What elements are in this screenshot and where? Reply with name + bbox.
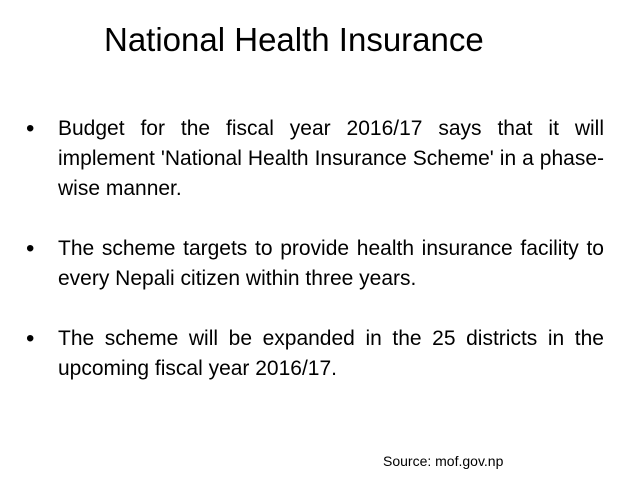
bullet-item — [26, 234, 604, 294]
bullet-item — [26, 324, 604, 384]
bullet-dot-icon: • — [26, 325, 35, 352]
bullet-text: The scheme targets to provide health insurance facility to every Nepali citizen within three years. — [58, 237, 604, 290]
bullet-list — [26, 114, 604, 414]
bullet-text: Budget for the fiscal year 2016/17 says that it will implement 'National Health Insurance Scheme' in a phase-wise manner. — [58, 117, 604, 200]
bullet-item — [26, 114, 604, 204]
bullet-dot-icon: • — [26, 115, 35, 142]
bullet-text: The scheme will be expanded in the 25 districts in the upcoming fiscal year 2016/17. — [58, 327, 604, 380]
slide-title: National Health Insurance — [104, 21, 484, 58]
bullet-dot-icon: • — [26, 235, 35, 262]
source-citation: Source: mof.gov.np — [383, 453, 504, 469]
